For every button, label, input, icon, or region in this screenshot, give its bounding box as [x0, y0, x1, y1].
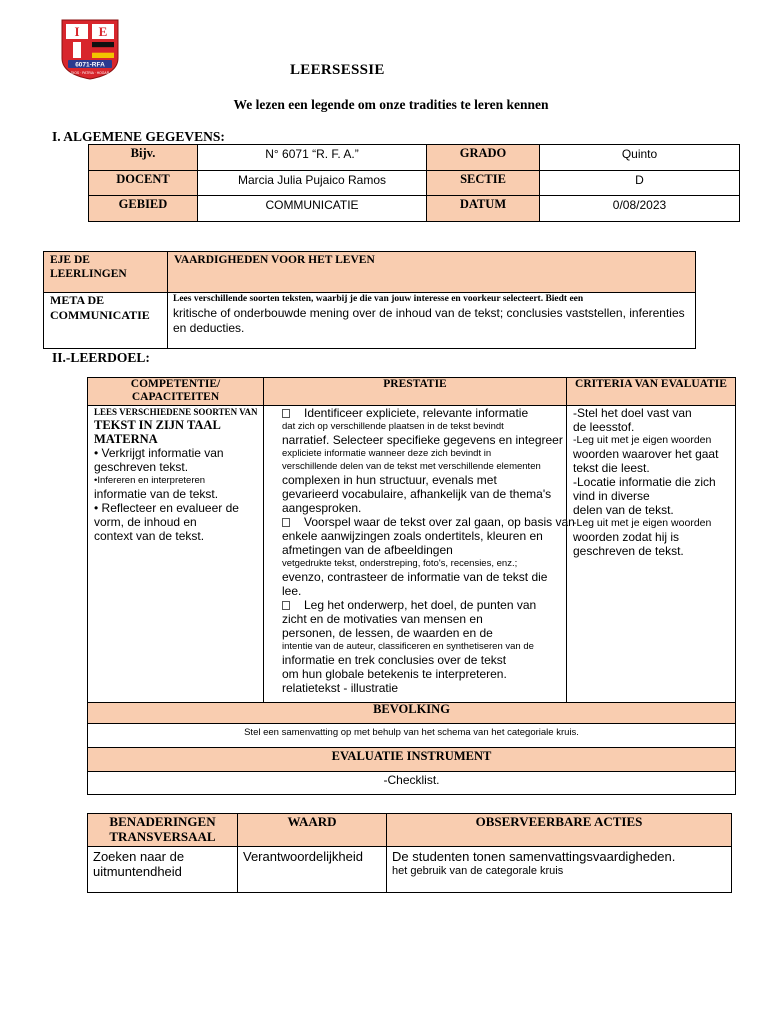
prestatie-line: zicht en de motivaties van mensen en: [282, 612, 483, 626]
criteria-line: tekst die leest.: [573, 461, 650, 475]
criteria-line: -Leg uit met je eigen woorden: [573, 434, 712, 446]
competentie-cell: [88, 406, 264, 703]
learning-objective-table: [87, 377, 736, 795]
prestatie-line: Identificeer expliciete, relevante informatie: [304, 406, 529, 420]
header-benaderingen: BENADERINGEN TRANSVERSAAL: [88, 814, 238, 847]
header-prestatie: PRESTATIE: [264, 378, 567, 406]
criteria-line: woorden waarover het gaat: [573, 447, 719, 461]
table-row: [44, 293, 696, 349]
crest-number: 6071-RFA: [75, 61, 105, 69]
meta-value-rest: kritische of onderbouwde mening over de inhoud van de tekst; conclusies vaststellen, inferenties en deducties.: [173, 306, 685, 335]
table-row: [89, 170, 740, 196]
header-competentie: COMPETENTIE/ CAPACITEITEN: [88, 378, 264, 406]
criteria-line: vind in diverse: [573, 489, 650, 503]
approaches-table: [87, 813, 732, 893]
table-row: [89, 145, 740, 171]
section-heading-general: I. ALGEMENE GEGEVENS:: [52, 129, 225, 144]
checkbox-icon: [282, 518, 290, 527]
table-row: [88, 378, 736, 406]
prestatie-line: personen, de lessen, de waarden en de: [282, 626, 493, 640]
bevolking-text: Stel een samenvatting op met behulp van het schema van het categoriale kruis.: [88, 724, 736, 748]
table-row: [88, 772, 736, 795]
label-date: DATUM: [427, 196, 540, 222]
checkbox-icon: [282, 409, 290, 418]
criteria-line: -Leg uit met je eigen woorden: [573, 517, 712, 529]
page-title: LEERSESSIE: [290, 62, 385, 78]
general-info-table: [88, 144, 740, 222]
value-value: Verantwoordelijkheid: [238, 847, 387, 893]
value-teacher: Marcia Julia Pujaico Ramos: [198, 170, 427, 196]
competentie-line: informatie van de tekst.: [94, 487, 219, 501]
competentie-line: •Infereren en interpreteren: [94, 475, 206, 486]
crest-motto: DIOS · PATRIA · HOGAR: [70, 71, 110, 75]
table-row: [89, 196, 740, 222]
label-institution: Bijv.: [89, 145, 198, 171]
table-row: [88, 847, 732, 893]
prestatie-line: aangesproken.: [282, 501, 362, 515]
criteria-line: -Stel het doel vast van: [573, 406, 692, 420]
value-area: COMMUNICATIE: [198, 196, 427, 222]
header-bevolking: BEVOLKING: [88, 703, 736, 724]
criteria-line: -Locatie informatie die zich: [573, 475, 716, 489]
criteria-line: delen van de tekst.: [573, 503, 674, 517]
table-row: [88, 748, 736, 772]
prestatie-line: Voorspel waar de tekst over zal gaan, op basis van: [304, 515, 575, 529]
value-date: 0/08/2023: [540, 196, 740, 222]
crest-letter-e: E: [98, 24, 108, 39]
header-waard: WAARD: [238, 814, 387, 847]
value-grade: Quinto: [540, 145, 740, 171]
table-row: [88, 814, 732, 847]
prestatie-line: gevarieerd vocabulaire, afhankelijk van de thema's: [282, 487, 552, 501]
header-acties: OBSERVEERBARE ACTIES: [387, 814, 732, 847]
label-teacher: DOCENT: [89, 170, 198, 196]
prestatie-line: complexen in hun structuur, evenals met: [282, 473, 497, 487]
eje-value: VAARDIGHEDEN VOOR HET LEVEN: [174, 254, 375, 266]
eje-table: [43, 251, 696, 349]
criteria-cell: [567, 406, 736, 703]
prestatie-line: intentie van de auteur, classificeren en synthetiseren van de: [282, 641, 534, 652]
competentie-line: • Reflecteer en evalueer de: [94, 501, 239, 515]
competentie-line: • Verkrijgt informatie van: [94, 446, 224, 460]
prestatie-line: expliciete informatie wanneer deze zich bevindt in: [282, 448, 492, 459]
instrument-text: -Checklist.: [88, 772, 736, 795]
value-section: D: [540, 170, 740, 196]
prestatie-line: vetgedrukte tekst, onderstreping, foto's, recensies, enz.;: [282, 558, 518, 569]
table-row: [88, 406, 736, 703]
criteria-line: woorden zodat hij is: [573, 530, 680, 544]
header-instrument: EVALUATIE INSTRUMENT: [88, 748, 736, 772]
actions-main: De studenten tonen samenvattingsvaardigheden.: [392, 849, 676, 864]
german-flag-icon: [92, 42, 114, 47]
prestatie-line: narratief. Selecteer specifieke gegevens en integreer: [282, 433, 563, 447]
approach-value: Zoeken naar de uitmuntendheid: [88, 847, 238, 893]
header-criteria: CRITERIA VAN EVALUATIE: [567, 378, 736, 406]
prestatie-cell: [264, 406, 575, 703]
competentie-tiny-title: LEES VERSCHIEDENE SOORTEN VAN: [94, 407, 257, 417]
value-institution: N° 6071 “R. F. A.”: [198, 145, 427, 171]
meta-label: META DE COMMUNICATIE: [50, 293, 150, 322]
eje-label: EJE DE LEERLINGEN: [50, 254, 127, 280]
label-section: SECTIE: [427, 170, 540, 196]
criteria-line: de leesstof.: [573, 420, 635, 434]
crest-letter-i: I: [74, 24, 80, 39]
table-row: [44, 252, 696, 293]
prestatie-line: lee.: [282, 584, 302, 598]
prestatie-line: informatie en trek conclusies over de tekst: [282, 653, 507, 667]
competentie-title: TEKST IN ZIJN TAAL MATERNA: [94, 418, 221, 446]
label-area: GEBIED: [89, 196, 198, 222]
label-grade: GRADO: [427, 145, 540, 171]
prestatie-line: afmetingen van de afbeeldingen: [282, 543, 453, 557]
table-row: [88, 724, 736, 748]
prestatie-line: om hun globale betekenis te interpreteren.: [282, 667, 507, 681]
criteria-line: geschreven de tekst.: [573, 544, 684, 558]
actions-cell: [387, 847, 732, 893]
competentie-line: geschreven tekst.: [94, 460, 189, 474]
prestatie-line: enkele aanwijzingen zoals ondertitels, kleuren en: [282, 529, 543, 543]
page-subtitle: We lezen een legende om onze tradities te leren kennen: [233, 97, 549, 112]
actions-small: het gebruik van de categorale kruis: [392, 865, 564, 877]
competentie-line: context van de tekst.: [94, 529, 205, 543]
prestatie-line: evenzo, contrasteer de informatie van de tekst die: [282, 570, 548, 584]
competentie-line: vorm, de inhoud en: [94, 515, 197, 529]
prestatie-line: verschillende delen van de tekst met verschillende elementen: [282, 461, 541, 472]
checkbox-icon: [282, 601, 290, 610]
prestatie-line: dat zich op verschillende plaatsen in de tekst bevindt: [282, 421, 504, 432]
section-heading-objective: II.-LEERDOEL:: [52, 350, 150, 365]
meta-value-intro: Lees verschillende soorten teksten, waarbij je die van jouw interesse en voorkeur selecteert. Biedt een: [173, 294, 584, 304]
table-row: [88, 703, 736, 724]
school-crest-logo: [58, 18, 122, 80]
prestatie-line: Leg het onderwerp, het doel, de punten van: [304, 598, 537, 612]
prestatie-line: relatietekst - illustratie: [282, 681, 399, 695]
